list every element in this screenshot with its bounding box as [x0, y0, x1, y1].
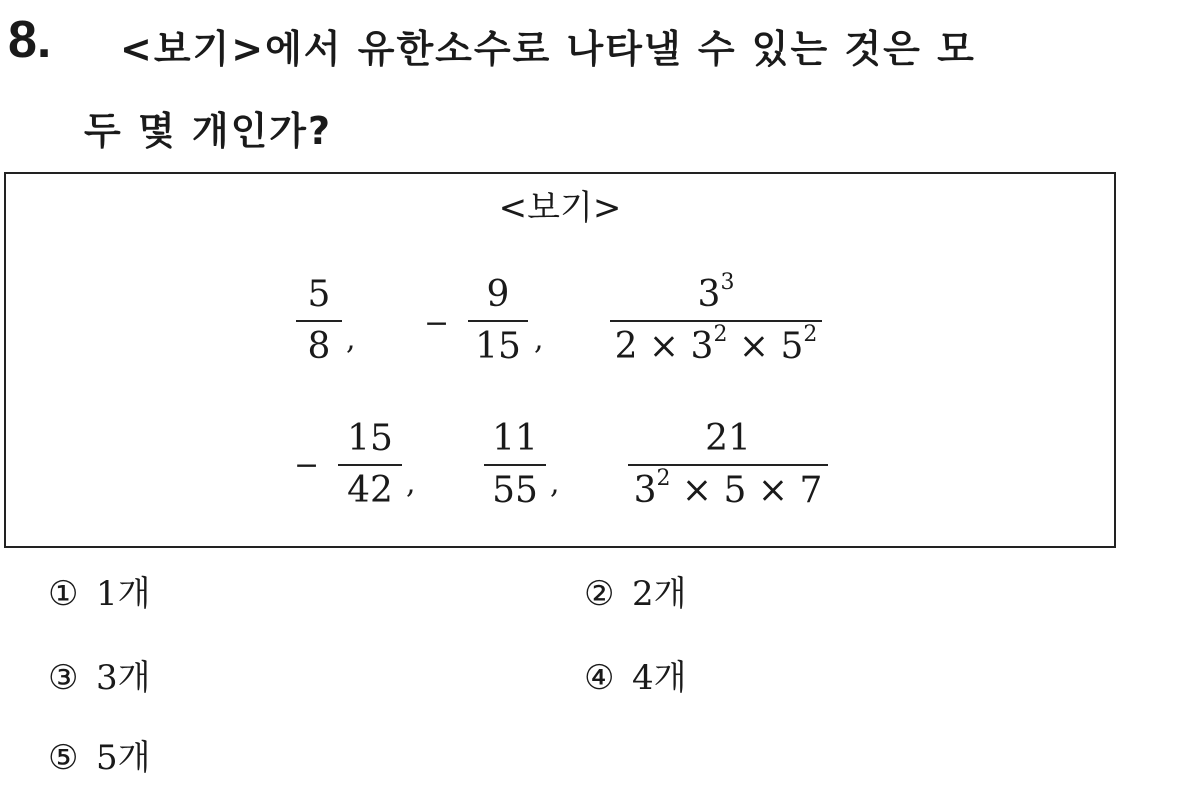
choice-5[interactable] [48, 730, 150, 779]
fraction-2-denominator: 15 [475, 326, 521, 367]
fraction-3-numerator: $3^3$ [697, 270, 735, 315]
choice-3[interactable] [48, 650, 150, 699]
fraction-5 [484, 418, 546, 512]
comma: , [534, 322, 544, 357]
minus-sign: − [424, 306, 450, 341]
choice-4-mark: ④ [584, 658, 615, 698]
question-text-line1: <보기>에서 유한소수로 나타낼 수 있는 것은 모 [120, 27, 976, 71]
fraction-3 [610, 270, 822, 368]
fraction-5-denominator: 55 [492, 470, 538, 511]
choice-2-mark: ② [584, 574, 615, 614]
fraction-bar [296, 320, 342, 322]
example-box-title: <보기> [498, 188, 622, 228]
choice-1-mark: ① [48, 574, 79, 614]
fraction-2-numerator: 9 [486, 274, 510, 315]
choice-4-text: 4개 [632, 658, 687, 698]
question-number: 8. [8, 11, 52, 69]
fraction-1-numerator: 5 [307, 274, 331, 315]
fraction-bar [484, 464, 546, 466]
choice-2-text: 2개 [632, 574, 687, 614]
comma: , [406, 466, 416, 501]
example-box [4, 172, 1116, 548]
fraction-4-denominator: 42 [347, 470, 393, 511]
fraction-6 [628, 418, 828, 512]
choice-5-text: 5개 [96, 738, 151, 778]
choice-1[interactable] [48, 566, 150, 615]
choice-2[interactable] [584, 566, 686, 615]
fraction-1-denominator: 8 [307, 326, 331, 367]
choice-1-text: 1개 [96, 574, 151, 614]
choice-5-mark: ⑤ [48, 738, 79, 778]
fraction-bar [338, 464, 402, 466]
fraction-5-numerator: 11 [492, 418, 538, 459]
fraction-3-denominator: $2 \times 3^2 \times 5^2$ [614, 322, 818, 367]
fraction-6-numerator: 21 [705, 418, 751, 459]
comma: , [346, 322, 356, 357]
fraction-bar [468, 320, 528, 322]
choice-3-mark: ③ [48, 658, 79, 698]
fraction-2 [468, 274, 528, 368]
comma: , [550, 466, 560, 501]
question-text-line2: 두 몇 개인가? [84, 109, 333, 153]
fraction-4 [338, 418, 402, 512]
fraction-6-denominator: $3^2 \times 5 \times 7$ [633, 466, 823, 511]
fraction-4-numerator: 15 [347, 418, 393, 459]
fraction-1 [296, 274, 342, 368]
minus-sign: − [294, 448, 320, 483]
choice-3-text: 3개 [96, 658, 151, 698]
choice-4[interactable] [584, 650, 686, 699]
